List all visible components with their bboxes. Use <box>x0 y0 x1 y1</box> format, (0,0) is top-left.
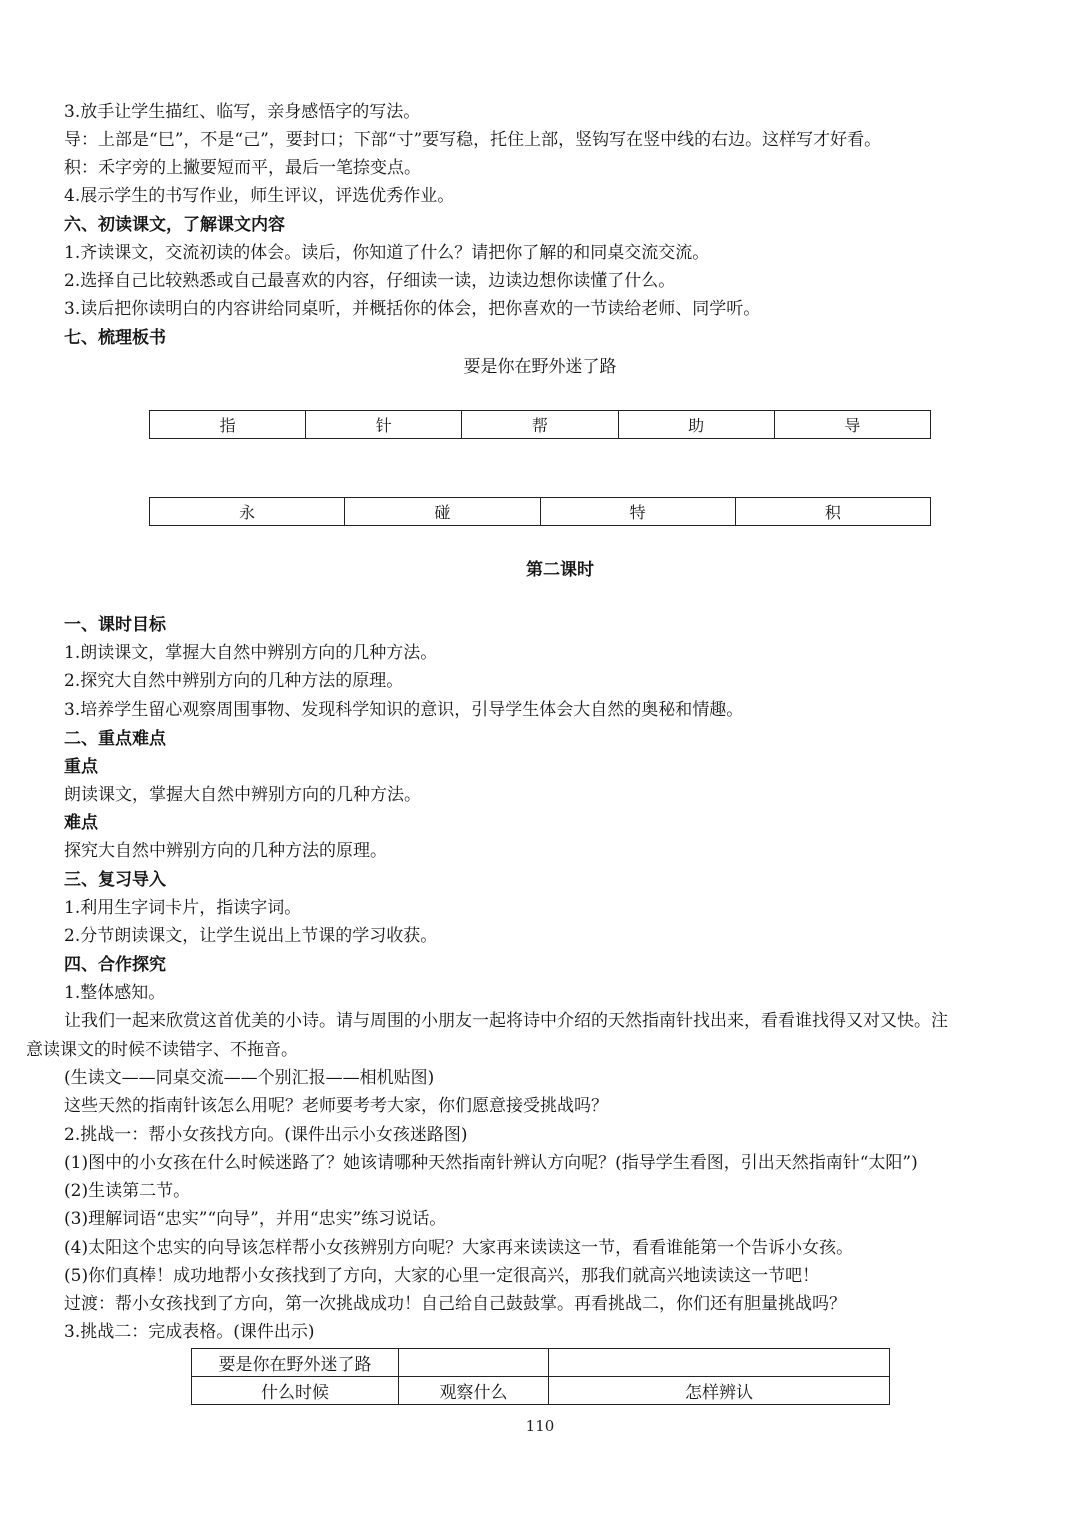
text-line: 积：禾字旁的上撇要短而平，最后一笔捺变点。 <box>64 158 421 178</box>
challenge-table <box>191 1348 890 1405</box>
text-line: 1.整体感知。 <box>64 983 166 1003</box>
text-line: (2)生读第二节。 <box>64 1181 191 1201</box>
board-cell: 导 <box>774 411 930 439</box>
text-line: 2.探究大自然中辨别方向的几种方法的原理。 <box>64 671 404 691</box>
text-line: 这些天然的指南针该怎么用呢？老师要考考大家，你们愿意接受挑战吗？ <box>64 1096 608 1116</box>
section-heading: 一、课时目标 <box>64 615 166 635</box>
text-line: (3)理解词语“忠实”“向导”，并用“忠实”练习说话。 <box>64 1209 447 1229</box>
board-cell: 碰 <box>345 498 540 526</box>
section-heading: 四、合作探究 <box>64 955 166 975</box>
board-table-row1 <box>149 410 931 439</box>
table-cell: 怎样辨认 <box>549 1377 890 1405</box>
text-line: (5)你们真棒！成功地帮小女孩找到了方向，大家的心里一定很高兴，那我们就高兴地读读这一节吧！ <box>64 1266 820 1286</box>
text-line: 意读课文的时候不读错字、不拖音。 <box>26 1040 298 1060</box>
text-line: 1.利用生字词卡片，指读字词。 <box>64 898 302 918</box>
table-cell: 要是你在野外迷了路 <box>192 1349 399 1377</box>
text-line: 3.放手让学生描红、临写，亲身感悟字的写法。 <box>64 102 421 122</box>
board-title: 要是你在野外迷了路 <box>463 357 617 377</box>
text-line: 4.展示学生的书写作业，师生评议，评选优秀作业。 <box>64 186 455 206</box>
board-cell: 助 <box>618 411 774 439</box>
text-line: 2.挑战一：帮小女孩找方向。(课件出示小女孩迷路图) <box>64 1125 468 1145</box>
text-line: 3.挑战二：完成表格。(课件出示) <box>64 1322 315 1342</box>
text-line: 1.朗读课文，掌握大自然中辨别方向的几种方法。 <box>64 643 438 663</box>
board-cell: 积 <box>735 498 930 526</box>
section-heading: 六、初读课文，了解课文内容 <box>64 215 285 235</box>
table-cell-empty <box>399 1349 549 1377</box>
table-cell-empty <box>549 1349 890 1377</box>
text-line: 导：上部是“巳”，不是“己”，要封口；下部“寸”要写稳，托住上部，竖钩写在竖中线的右边。这样写才好看。 <box>64 130 882 150</box>
table-cell: 什么时候 <box>192 1377 399 1405</box>
text-line: 探究大自然中辨别方向的几种方法的原理。 <box>64 841 387 861</box>
section-heading: 三、复习导入 <box>64 870 166 890</box>
section-heading: 七、梳理板书 <box>64 328 166 348</box>
sub-heading: 难点 <box>64 813 98 833</box>
board-table-row2 <box>149 497 931 526</box>
sub-heading: 重点 <box>64 757 98 777</box>
text-line: (生读文——同桌交流——个别汇报——相机贴图) <box>64 1068 435 1088</box>
board-cell: 指 <box>150 411 306 439</box>
text-line: 让我们一起来欣赏这首优美的小诗。请与周围的小朋友一起将诗中介绍的天然指南针找出来，看看谁找得又对又快。注 <box>64 1011 948 1031</box>
board-cell: 永 <box>150 498 345 526</box>
text-line: 3.培养学生留心观察周围事物、发现科学知识的意识，引导学生体会大自然的奥秘和情趣。 <box>64 700 744 720</box>
board-cell: 特 <box>540 498 735 526</box>
text-line: (1)图中的小女孩在什么时候迷路了？她该请哪种天然指南针辨认方向呢？(指导学生看图，引出天然指南针“太阳”) <box>64 1153 918 1173</box>
text-line: 3.读后把你读明白的内容讲给同桌听，并概括你的体会，把你喜欢的一节读给老师、同学听。 <box>64 299 761 319</box>
lesson-title: 第二课时 <box>526 560 594 580</box>
text-line: 过渡：帮小女孩找到了方向，第一次挑战成功！自己给自己鼓鼓掌。再看挑战二，你们还有胆量挑战吗？ <box>64 1294 846 1314</box>
section-heading: 二、重点难点 <box>64 729 166 749</box>
text-line: 2.选择自己比较熟悉或自己最喜欢的内容，仔细读一读，边读边想你读懂了什么。 <box>64 271 676 291</box>
text-line: 1.齐读课文，交流初读的体会。读后，你知道了什么？请把你了解的和同桌交流交流。 <box>64 243 710 263</box>
text-line: 2.分节朗读课文，让学生说出上节课的学习收获。 <box>64 926 438 946</box>
table-cell: 观察什么 <box>399 1377 549 1405</box>
board-cell: 帮 <box>462 411 618 439</box>
text-line: 朗读课文，掌握大自然中辨别方向的几种方法。 <box>64 785 421 805</box>
page-number: 110 <box>525 1417 555 1435</box>
text-line: (4)太阳这个忠实的向导该怎样帮小女孩辨别方向呢？大家再来读读这一节，看看谁能第一个告诉小女孩。 <box>64 1238 854 1258</box>
board-cell: 针 <box>306 411 462 439</box>
